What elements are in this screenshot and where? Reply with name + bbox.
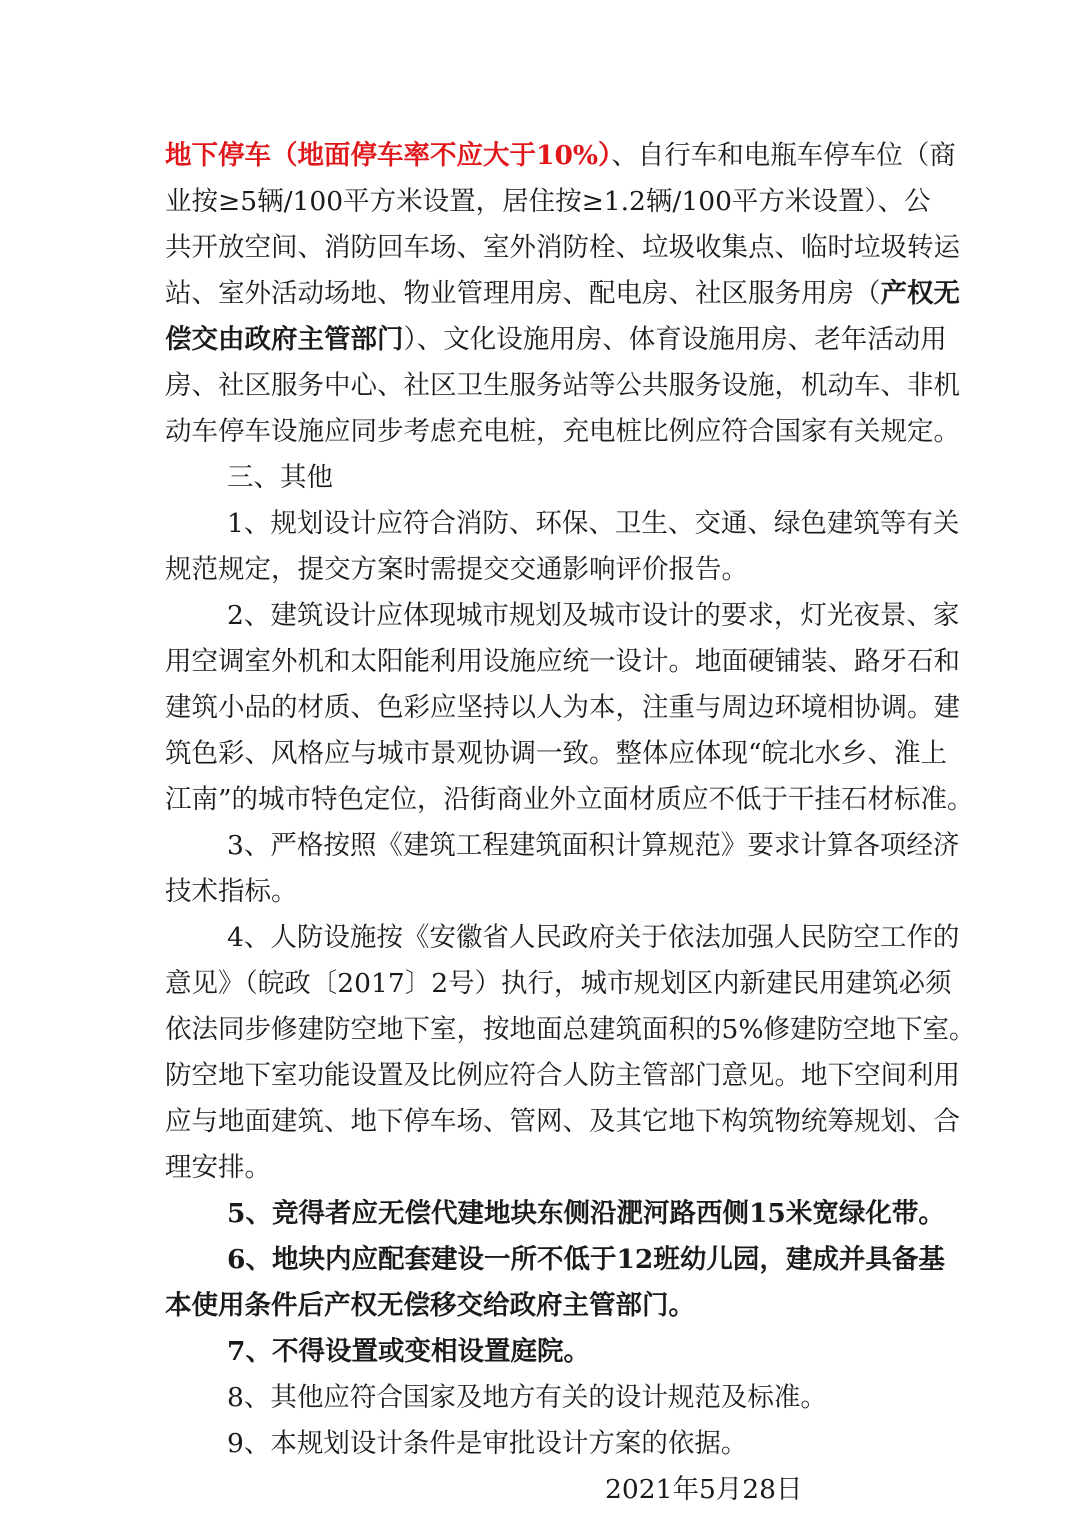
text-line-10 [165,547,917,593]
text-segment: 共开放空间、消防回车场、室外消防栓、垃圾收集点、临时垃圾转运 [165,232,960,263]
text-segment: 1、规划设计应符合消防、环保、卫生、交通、绿色建筑等有关 [227,508,960,539]
document-date: 2021年5月28日 [605,1474,803,1505]
text-segment: 8、其他应符合国家及地方有关的设计规范及标准。 [227,1382,827,1413]
text-line-4 [165,271,960,317]
text-segment: 意见》（皖政〔2017〕2号）执行，城市规划区内新建民用建筑必须 [165,968,952,999]
bold-text: 偿交由政府主管部门 [165,324,404,355]
bold-text: 产权无 [880,278,960,309]
text-segment: 2、建筑设计应体现城市规划及城市设计的要求，灯光夜景、家 [227,600,960,631]
text-line-28 [227,1375,917,1421]
text-segment: 房、社区服务中心、社区卫生服务站等公共服务设施，机动车、非机 [165,370,960,401]
text-line-2 [165,179,931,225]
text-line-11 [227,593,960,639]
text-segment: 用空调室外机和太阳能利用设施应统一设计。地面硬铺装、路牙石和 [165,646,960,677]
text-line-23 [165,1145,917,1191]
text-segment: 业按≥5辆/100平方米设置，居住按≥1.2辆/100平方米设置）、公 [165,186,931,217]
text-line-6 [165,363,960,409]
bold-text: 本使用条件后产权无偿移交给政府主管部门。 [165,1290,695,1321]
text-line-19 [165,961,952,1007]
text-line-22 [165,1099,960,1145]
text-line-13 [165,685,960,731]
text-line-27 [227,1329,917,1375]
text-line-1 [165,133,956,179]
text-segment: 理安排。 [165,1152,271,1183]
text-segment: 9、本规划设计条件是审批设计方案的依据。 [227,1428,748,1459]
text-segment: 站、室外活动场地、物业管理用房、配电房、社区服务用房（ [165,278,881,309]
bold-text: 6、地块内应配套建设一所不低于12班幼儿园，建成并具备基 [227,1244,945,1275]
text-line-17 [165,869,917,915]
text-segment: 依法同步修建防空地下室，按地面总建筑面积的5%修建防空地下室。 [165,1014,976,1045]
text-segment: 建筑小品的材质、色彩应坚持以人为本，注重与周边环境相协调。建 [165,692,960,723]
highlighted-text: 地下停车（地面停车率不应大于10%） [165,140,612,171]
text-line-7 [165,409,960,455]
text-line-18 [227,915,960,961]
bold-text: 5、竞得者应无偿代建地块东侧沿淝河路西侧15米宽绿化带。 [227,1198,945,1229]
text-segment: 应与地面建筑、地下停车场、管网、及其它地下构筑物统筹规划、合 [165,1106,960,1137]
text-segment: 3、严格按照《建筑工程建筑面积计算规范》要求计算各项经济 [227,830,960,861]
text-line-29 [227,1421,917,1467]
text-segment: 防空地下室功能设置及比例应符合人防主管部门意见。地下空间利用 [165,1060,960,1091]
text-line-26 [165,1283,917,1329]
text-segment: 三、其他 [227,462,333,493]
text-segment: 动车停车设施应同步考虑充电桩，充电桩比例应符合国家有关规定。 [165,416,960,447]
text-line-3 [165,225,960,271]
text-segment: 4、人防设施按《安徽省人民政府关于依法加强人民防空工作的 [227,922,960,953]
text-line-15 [165,777,974,823]
text-segment: ）、文化设施用房、体育设施用房、老年活动用 [403,324,947,355]
text-segment: 江南”的城市特色定位，沿街商业外立面材质应不低于干挂石材标准。 [165,784,974,815]
text-line-5 [165,317,947,363]
text-line-20 [165,1007,976,1053]
text-line-9 [227,501,960,547]
text-segment: 、自行车和电瓶车停车位（商 [611,140,956,171]
text-line-24 [227,1191,945,1237]
text-segment: 筑色彩、风格应与城市景观协调一致。整体应体现“皖北水乡、淮上 [165,738,948,769]
section-heading [227,455,917,501]
text-line-21 [165,1053,960,1099]
text-segment: 技术指标。 [165,876,298,907]
text-line-16 [227,823,960,869]
text-line-25 [227,1237,945,1283]
text-line-12 [165,639,960,685]
text-line-14 [165,731,948,777]
bold-text: 7、不得设置或变相设置庭院。 [227,1336,590,1367]
text-segment: 规范规定，提交方案时需提交交通影响评价报告。 [165,554,748,585]
